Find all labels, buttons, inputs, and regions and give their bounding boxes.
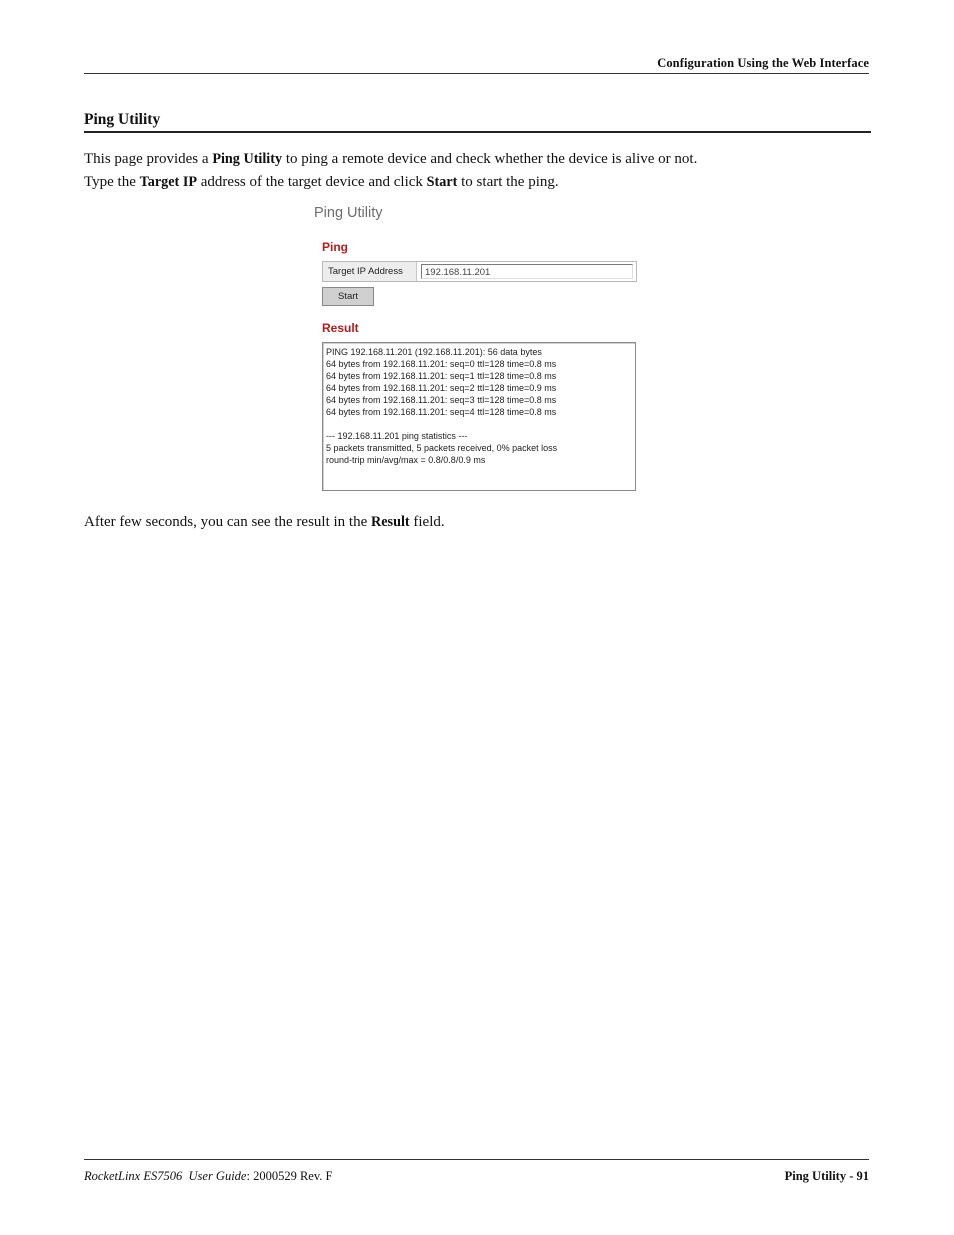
footer-doc-number: : 2000529 Rev. F [246, 1169, 333, 1183]
result-line: 64 bytes from 192.168.11.201: seq=2 ttl=128 time=0.9 ms [326, 383, 557, 393]
result-line: 64 bytes from 192.168.11.201: seq=4 ttl=128 time=0.8 ms [326, 407, 557, 417]
footer-doc-info [84, 1169, 332, 1184]
intro-line-1 [84, 148, 697, 171]
result-line: --- 192.168.11.201 ping statistics --- [326, 431, 468, 441]
ping-utility-screenshot [314, 203, 644, 495]
intro-line-2 [84, 171, 697, 194]
intro-text: to start the ping. [457, 174, 559, 190]
footer-guide: User Guide [188, 1169, 247, 1183]
after-paragraph [84, 511, 445, 534]
intro-text: This page provides a [84, 151, 213, 167]
footer-product: RocketLinx ES7506 [84, 1169, 183, 1183]
after-text: field. [409, 514, 445, 530]
start-button[interactable]: Start [322, 287, 374, 306]
result-line: round-trip min/avg/max = 0.8/0.8/0.9 ms [326, 455, 486, 465]
result-line [326, 418, 635, 430]
ping-utility-title: Ping Utility [314, 205, 383, 221]
target-ip-row [322, 261, 637, 282]
section-title: Ping Utility [84, 111, 161, 128]
result-line: 64 bytes from 192.168.11.201: seq=1 ttl=128 time=0.8 ms [326, 371, 557, 381]
section-rule [84, 131, 871, 133]
intro-bold: Start [426, 174, 458, 190]
result-line: PING 192.168.11.201 (192.168.11.201): 56 data bytes [326, 347, 542, 357]
target-ip-label: Target IP Address [323, 262, 417, 281]
result-line: 5 packets transmitted, 5 packets received, 0% packet loss [326, 443, 558, 453]
target-ip-input[interactable]: 192.168.11.201 [421, 264, 633, 279]
intro-text: address of the target device and click [197, 174, 427, 190]
footer-page-number: Ping Utility - 91 [784, 1169, 869, 1183]
after-text: After few seconds, you can see the result in the [84, 514, 371, 530]
intro-bold: Ping Utility [212, 151, 283, 167]
intro-bold: Target IP [139, 174, 198, 190]
intro-paragraph [84, 148, 697, 194]
header-rule [84, 73, 869, 74]
running-header: Configuration Using the Web Interface [657, 56, 869, 70]
footer-rule [84, 1159, 869, 1160]
ping-heading: Ping [322, 240, 348, 254]
result-heading: Result [322, 321, 359, 335]
intro-text: to ping a remote device and check whether the device is alive or not. [282, 151, 698, 167]
result-line: 64 bytes from 192.168.11.201: seq=3 ttl=128 time=0.8 ms [326, 395, 557, 405]
after-bold: Result [371, 514, 410, 530]
result-textarea[interactable] [322, 342, 636, 491]
result-line: 64 bytes from 192.168.11.201: seq=0 ttl=128 time=0.8 ms [326, 359, 557, 369]
intro-text: Type the [84, 174, 140, 190]
